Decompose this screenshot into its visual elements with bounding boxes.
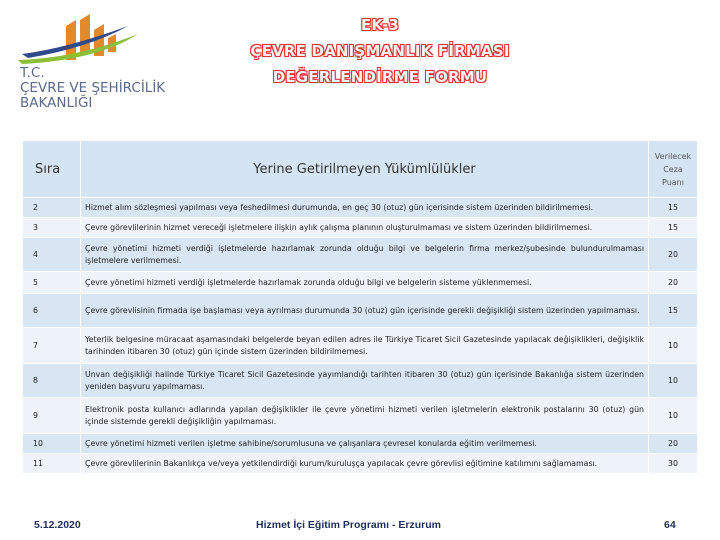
- table-row: [23, 272, 698, 294]
- ministry-name-line2: ÇEVRE VE ŞEHİRCİLİK: [20, 80, 166, 96]
- row-points: 15: [649, 294, 698, 328]
- table-row: [23, 218, 698, 238]
- row-text: Çevre görevlilerinin hizmet vereceği işletmelere ilişkin aylık çalışma planının oluşturulmaması ve sistem üzerinden bildirilmemesi.: [81, 218, 649, 238]
- page-title: [240, 12, 520, 100]
- row-text: Çevre yönetimi hizmeti verdiği işletmelerde hazırlamak zorunda olduğu bilgi ve belgelerin firma merkez/şubesinde bulundurulmaması işletmelere verilmemesi.: [81, 238, 649, 272]
- row-no: 11: [23, 454, 81, 474]
- table-row: [23, 328, 698, 364]
- row-no: 8: [23, 364, 81, 398]
- row-text: Çevre görevlilerinin Bakanlıkça ve/veya yetkilendirdiği kurum/kuruluşça yapılacak çevre görevlisi eğitimine katılımını sağlamaması.: [81, 454, 649, 474]
- table-row: [23, 238, 698, 272]
- table-row: [23, 398, 698, 434]
- row-no: 4: [23, 238, 81, 272]
- row-text: Çevre yönetimi hizmeti verilen işletme sahibine/sorumlusuna ve çalışanlara çevresel konularda eğitim verilmemesi.: [81, 434, 649, 454]
- title-line3: DEĞERLENDİRME FORMU: [272, 68, 488, 86]
- header-points-line3: Puanı: [662, 177, 684, 187]
- row-points: 10: [649, 398, 698, 434]
- row-text: Yeterlik belgesine müracaat aşamasındaki belgelerde beyan edilen adres ile Türkiye Ticaret Sicil Gazetesinde yapılacak değişiklikleri, değişiklik tarihinden itibaren 30 (otuz) gün içinde sistem üzerinden bildirilmemesi.: [81, 328, 649, 364]
- title-line2: ÇEVRE DANIŞMANLIK FİRMASI: [250, 42, 510, 60]
- row-no: 9: [23, 398, 81, 434]
- obligations-table: [22, 140, 698, 474]
- table-row: [23, 454, 698, 474]
- row-no: 3: [23, 218, 81, 238]
- header-obligations: Yerine Getirilmeyen Yükümlülükler: [81, 141, 649, 198]
- row-no: 2: [23, 198, 81, 218]
- ministry-logo: [8, 8, 188, 118]
- row-no: 10: [23, 434, 81, 454]
- ministry-name-line1: T.C.: [20, 65, 45, 81]
- row-text: Çevre yönetimi hizmeti verdiği işletmelerde hazırlamak zorunda olduğu bilgi ve belgelerin sisteme yüklenmemesi.: [81, 272, 649, 294]
- row-points: 10: [649, 364, 698, 398]
- page-number: 64: [664, 519, 676, 531]
- row-points: 20: [649, 434, 698, 454]
- table-row: [23, 364, 698, 398]
- header-points-line1: Verilecek: [654, 151, 692, 161]
- row-text: Unvan değişikliği halinde Türkiye Ticaret Sicil Gazetesinde yayımlandığı tarihten itibaren 30 (otuz) gün içerisinde Bakanlığa sistem üzerinden yeniden başvuru yapılmaması.: [81, 364, 649, 398]
- table-row: [23, 294, 698, 328]
- table-header-row: [23, 141, 698, 198]
- row-points: 20: [649, 272, 698, 294]
- row-no: 7: [23, 328, 81, 364]
- row-no: 6: [23, 294, 81, 328]
- footer-event-title: Hizmet İçi Eğitim Programı - Erzurum: [256, 519, 441, 531]
- row-points: 10: [649, 328, 698, 364]
- ministry-name-line3: BAKANLIĞI: [20, 95, 93, 111]
- row-points: 20: [649, 238, 698, 272]
- footer-date: 5.12.2020: [34, 519, 81, 531]
- title-line1: EK-3: [360, 16, 400, 34]
- row-points: 15: [649, 198, 698, 218]
- header-no: Sıra: [23, 141, 81, 198]
- table-row: [23, 198, 698, 218]
- row-points: 15: [649, 218, 698, 238]
- header-points: [649, 141, 698, 198]
- row-text: Çevre görevlisinin firmada işe başlaması veya ayrılması durumunda 30 (otuz) gün içerisinde gerekli değişikliği sistem üzerinden yapılmaması.: [81, 294, 649, 328]
- ministry-logo-icon: [8, 8, 188, 68]
- table-row: [23, 434, 698, 454]
- header-points-line2: Ceza: [663, 164, 683, 174]
- row-text: Hizmet alım sözleşmesi yapılması veya feshedilmesi durumunda, en geç 30 (otuz) gün içerisinde sistem üzerinden bildirilmemesi.: [81, 198, 649, 218]
- row-text: Elektronik posta kullanıcı adlarında yapılan değişiklikler ile çevre yönetimi hizmeti verilen işletmelerin elektronik postalarını 30 (otuz) gün içinde sistemde gerekli değişikliğin yapılmaması.: [81, 398, 649, 434]
- row-points: 30: [649, 454, 698, 474]
- row-no: 5: [23, 272, 81, 294]
